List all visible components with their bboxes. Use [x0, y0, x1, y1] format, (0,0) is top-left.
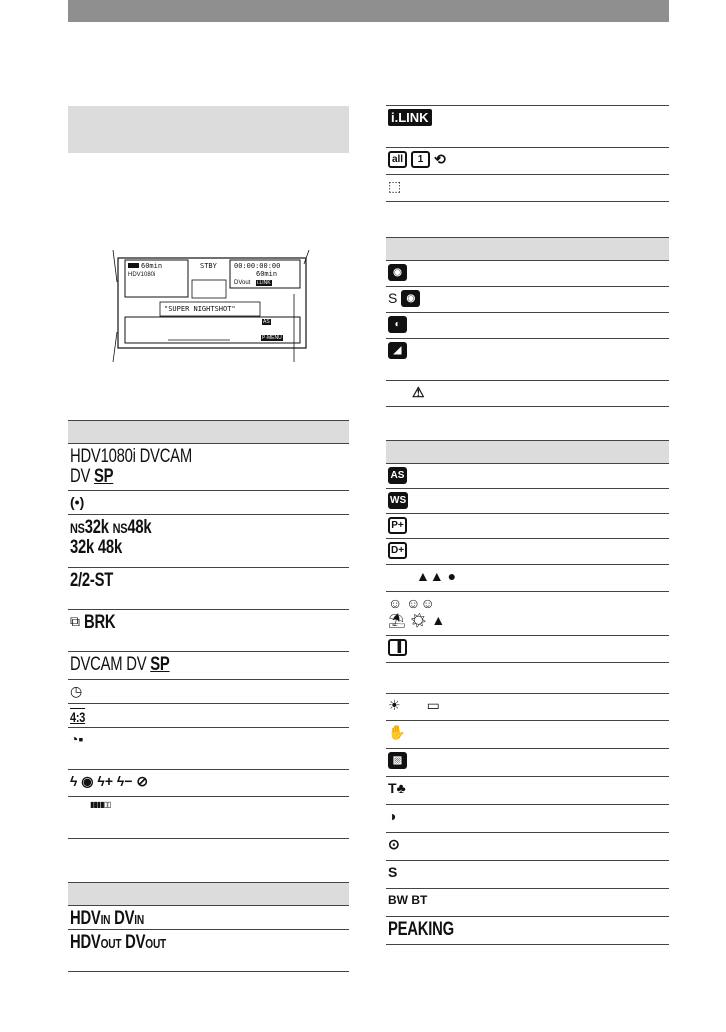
- table-row: [386, 514, 669, 539]
- battery-icon: [128, 263, 139, 268]
- table-row: [68, 906, 349, 930]
- table-row: [386, 287, 669, 313]
- dv-in-label: DV: [114, 908, 135, 929]
- bracket-label: BRK: [84, 612, 116, 633]
- warning-icon: ⚠: [412, 384, 425, 400]
- skintone-icon: S: [388, 864, 398, 880]
- ilink-small-icon: i.LINK: [257, 280, 271, 286]
- burst-icon: ⧉: [70, 613, 80, 629]
- one-push-icon: ▭: [426, 697, 440, 713]
- steadyshot-off-icon: ✋: [388, 724, 406, 740]
- peaking-label: PEAKING: [388, 919, 454, 940]
- super-nightshot-icon: ◉: [401, 290, 420, 307]
- table-row: [386, 261, 669, 287]
- table-row: [68, 652, 349, 680]
- audio-2-2st-label: 2/2-ST: [70, 570, 114, 591]
- picture-effect-icon: P+: [388, 517, 407, 534]
- dv-label: DV: [70, 466, 91, 487]
- table-header: [68, 882, 349, 906]
- color-slow-shutter-icon: ◐: [388, 316, 407, 333]
- display-off-icon: ⬚: [388, 178, 402, 194]
- all-files-icon: all: [388, 151, 407, 168]
- interval-rec-icon: ◔▪: [70, 731, 84, 747]
- table-row: [386, 663, 669, 694]
- dv-out-label: DV: [125, 932, 146, 953]
- dv-label: DV: [126, 654, 147, 675]
- super-label: S: [388, 290, 398, 306]
- spot-focus-icon: ⊙: [388, 836, 400, 852]
- table-row: [68, 930, 349, 972]
- table-row: [68, 515, 349, 568]
- wide-select-icon: WS: [388, 492, 408, 509]
- table-row: [386, 833, 669, 861]
- in-sub: IN: [134, 912, 144, 927]
- flash-icon: ϟ ◉ ϟ+ ϟ− ⊘: [70, 773, 149, 789]
- hdv-out-label: HDV: [70, 932, 101, 953]
- color-bar-icon: BW BT: [388, 893, 428, 907]
- white-balance-icon: ☀: [388, 697, 401, 713]
- dvout-label: DVout: [234, 280, 251, 286]
- table-row: [386, 592, 669, 636]
- table-row: [386, 464, 669, 489]
- ns-icon: NS: [70, 520, 85, 536]
- table-row: [386, 489, 669, 514]
- spot-meter-icon: ◑: [388, 808, 397, 824]
- sp-label: SP: [150, 654, 170, 675]
- scene-selection-icon: ⛱ ☀ ▲: [388, 612, 446, 628]
- table-row: [386, 721, 669, 749]
- table-row: [68, 728, 349, 770]
- table-header: [386, 440, 669, 464]
- dvcam-label: DVCAM: [139, 446, 192, 467]
- audio-level-icon: ▮▮▮▮▯▯: [90, 800, 111, 809]
- table-row: [68, 770, 349, 797]
- digital-effect-icon: D+: [388, 542, 407, 559]
- audio-48k-label: 48k: [97, 537, 122, 558]
- audio-32k-label: 32k: [84, 517, 109, 538]
- header-bar: [68, 0, 669, 22]
- table-row: [386, 861, 669, 889]
- table-row: [386, 777, 669, 805]
- table-row: [386, 636, 669, 663]
- battery-time: 60min: [141, 262, 163, 270]
- nightshot-label: "SUPER NIGHTSHOT": [164, 305, 236, 313]
- table-header: [386, 237, 669, 261]
- out-sub: OUT: [145, 936, 167, 951]
- left-indicator-table: [68, 420, 349, 839]
- table-row: [68, 680, 349, 704]
- self-timer-icon: ◷: [70, 683, 83, 699]
- right-nightshot-table: [386, 237, 669, 407]
- table-row: [386, 749, 669, 777]
- in-sub: IN: [100, 912, 111, 927]
- table-row: [386, 917, 669, 945]
- table-header: [68, 420, 349, 444]
- table-row: [386, 889, 669, 917]
- table-row: [386, 339, 669, 381]
- out-sub: OUT: [100, 936, 122, 951]
- format-label: HDV1080i: [128, 272, 156, 278]
- scene-selection-icon: ☺ ☺☺: [388, 595, 435, 611]
- timecode: 00:00:00:00: [234, 262, 281, 270]
- table-row: [68, 491, 349, 515]
- auto-shutter-icon: AS: [388, 467, 407, 484]
- hdv1080i-label: HDV1080i: [70, 446, 136, 467]
- table-row: [386, 805, 669, 833]
- table-row: [68, 444, 349, 491]
- screen-indicators-diagram: [110, 250, 316, 362]
- aspect-4-3-label: 4:3: [70, 709, 86, 725]
- hdv-in-label: HDV: [70, 908, 101, 929]
- single-file-icon: 1: [411, 151, 430, 168]
- wireless-mic-icon: (•): [70, 494, 85, 510]
- backlight-icon: ▐: [388, 639, 407, 656]
- as-icon: AS: [263, 319, 270, 325]
- table-row: [386, 148, 669, 175]
- zebra-icon: ▨: [388, 752, 407, 769]
- table-row: [68, 568, 349, 610]
- table-row: [386, 105, 669, 148]
- left-io-table: [68, 882, 349, 972]
- table-row: [386, 175, 669, 202]
- right-top-table: [386, 105, 669, 202]
- audio-48k-label: 48k: [127, 517, 152, 538]
- table-row: [68, 797, 349, 839]
- table-row: [386, 565, 669, 592]
- ns-icon: NS: [112, 520, 128, 536]
- tape-remaining: 60min: [256, 270, 278, 278]
- pmenu-label: P-MENU: [262, 335, 282, 341]
- stby-label: STBY: [200, 262, 217, 270]
- table-row: [386, 381, 669, 407]
- table-row: [68, 610, 349, 652]
- cinema-effect-icon: ◢: [388, 342, 407, 359]
- right-camera-table: [386, 440, 669, 945]
- landscape-portrait-icon: ▲▲ ●: [416, 568, 457, 584]
- table-row: [68, 704, 349, 728]
- ilink-icon: i.LINK: [388, 109, 432, 126]
- table-row: [386, 539, 669, 565]
- table-row: [386, 313, 669, 339]
- repeat-icon: ⟲: [434, 151, 446, 167]
- dvcam-label: DVCAM: [70, 654, 123, 675]
- sp-label: SP: [94, 466, 114, 487]
- table-row: [386, 694, 669, 721]
- section-title-box: [68, 106, 349, 153]
- audio-32k-label: 32k: [70, 537, 95, 558]
- nightshot-icon: ◉: [388, 264, 407, 281]
- tele-macro-icon: T♣: [388, 780, 406, 796]
